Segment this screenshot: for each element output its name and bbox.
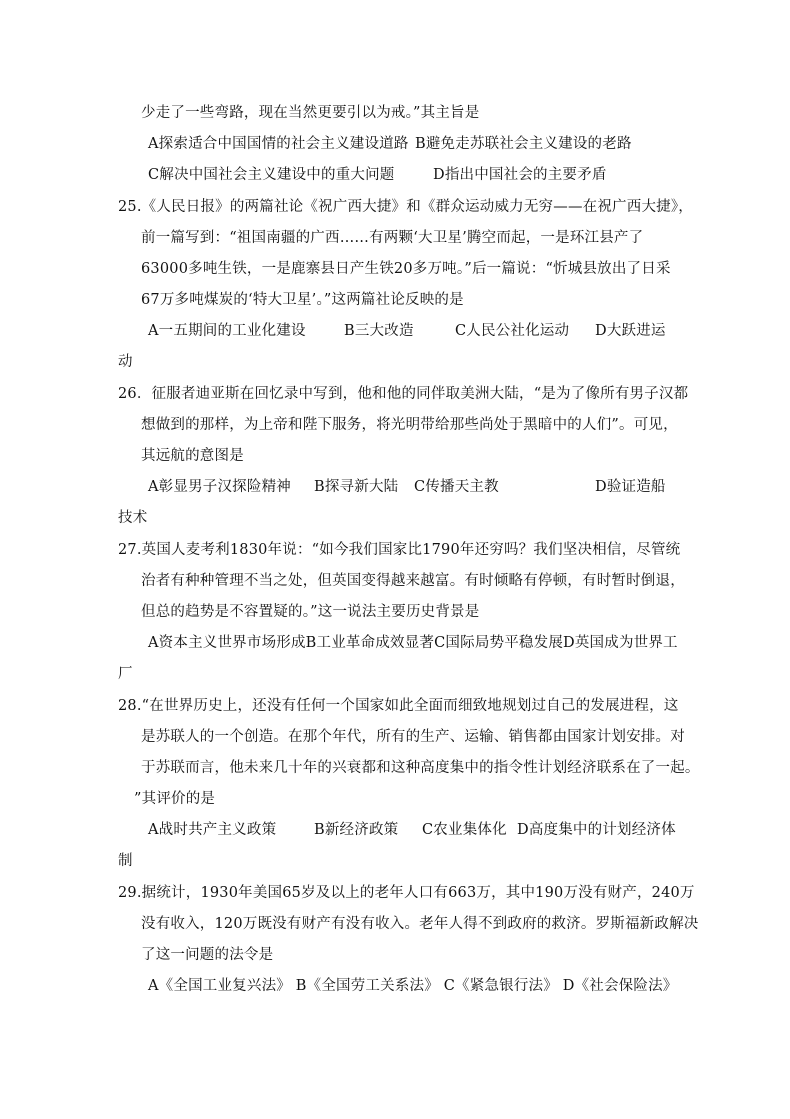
q29-stem-line-1: 29.据统计，1930年美国65岁及以上的老年人口有663万，其中190万没有财产，240万 [118, 885, 695, 901]
q26-stem-line-1: 26．征服者迪亚斯在回忆录中写到，他和他的同伴取美洲大陆，“是为了像所有男子汉都 [118, 386, 689, 402]
q25-option-a: A一五期间的工业化建设 [148, 323, 306, 339]
q26-option-a: A彰显男子汉探险精神 [148, 479, 291, 495]
q26-option-b: B探寻新大陆 [314, 479, 399, 495]
q25-stem-line-1: 25.《人民日报》的两篇社论《祝广西大捷》和《群众运动威力无穷——在祝广西大捷》， [118, 199, 694, 215]
q29-stem-line-2: 没有收入，120万既没有财产有没有收入。老年人得不到政府的救济。罗斯福新政解决 [141, 916, 699, 932]
q25-option-c: C人民公社化运动 [455, 323, 570, 339]
q28-option-b: B新经济政策 [314, 822, 399, 838]
q24-option-c: C解决中国社会主义建设中的重大问题 [148, 167, 395, 183]
q29-options-row: A《全国工业复兴法》 B《全国劳工关系法》 C《紧急银行法》 D《社会保险法》 [148, 978, 678, 994]
q28-option-d: D高度集中的计划经济体 [517, 822, 676, 838]
q27-options-row: A资本主义世界市场形成B工业革命成效显著C国际局势平稳发展D英国成为世界工 [148, 635, 678, 651]
q24-option-a: A探索适合中国国情的社会主义建设道路 [148, 136, 409, 152]
q26-option-d: D验证造船 [595, 479, 666, 495]
q24-option-d: D指出中国社会的主要矛盾 [433, 167, 607, 183]
q24-stem-line: 少走了一些弯路，现在当然更要引以为戒。”其主旨是 [141, 105, 480, 121]
q28-stem-line-3: 于苏联而言，他未来几十年的兴衰都和这种高度集中的指令性计划经济联系在了一起。 [141, 760, 700, 776]
q25-stem-line-3: 63000多吨生铁，一是鹿寨县日产生铁20多万吨。”后一篇说：“忻城县放出了日采 [141, 261, 671, 277]
q28-stem-line-2: 是苏联人的一个创造。在那个年代，所有的生产、运输、销售都由国家计划安排。对 [141, 729, 685, 745]
q25-option-wrap: 动 [118, 354, 133, 370]
q27-stem-line-3: 但总的趋势是不容置疑的。”这一说法主要历史背景是 [141, 604, 480, 620]
q28-stem-line-1: 28.“在世界历史上，还没有任何一个国家如此全面而细致地规划过自己的发展进程，这 [118, 698, 679, 714]
q27-stem-line-2: 治者有种种管理不当之处，但英国变得越来越富。有时倾略有停顿，有时暂时倒退， [141, 573, 685, 589]
q28-option-wrap: 制 [118, 853, 133, 869]
q24-option-b: B避免走苏联社会主义建设的老路 [415, 136, 632, 152]
q25-stem-line-2: 前一篇写到：“祖国南疆的广西……有两颗‘大卫星’腾空而起，一是环江县产了 [141, 230, 644, 246]
q28-stem-line-4: ”其评价的是 [134, 791, 216, 807]
q28-option-a: A战时共产主义政策 [148, 822, 277, 838]
q28-option-c: C农业集体化 [422, 822, 507, 838]
q29-stem-line-3: 了这一问题的法令是 [141, 947, 274, 963]
q26-stem-line-2: 想做到的那样，为上帝和陛下服务，将光明带给那些尚处于黑暗中的人们”。可见， [141, 417, 678, 433]
q25-stem-line-4: 67万多吨煤炭的‘特大卫星’。”这两篇社论反映的是 [141, 292, 464, 308]
q26-option-wrap: 技术 [118, 510, 148, 526]
q27-stem-line-1: 27.英国人麦考利1830年说：“如今我们国家比1790年还穷吗？我们坚决相信，尽管统 [118, 542, 681, 558]
q25-option-d: D大跃进运 [595, 323, 666, 339]
q25-option-b: B三大改造 [344, 323, 414, 339]
q27-option-wrap: 厂 [118, 666, 133, 682]
q26-stem-line-3: 其远航的意图是 [141, 448, 244, 464]
q26-option-c: C传播天主教 [414, 479, 499, 495]
